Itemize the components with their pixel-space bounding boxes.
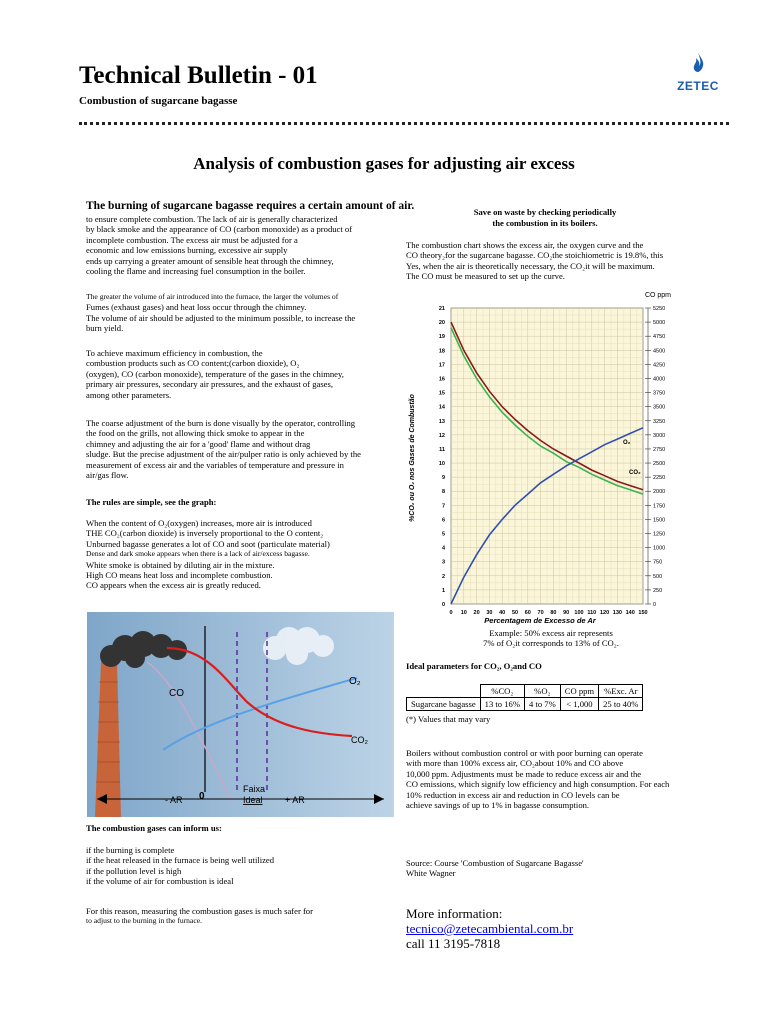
- text-line: primary air pressures, secondary air pressures, and the exhaust of gases,: [86, 379, 333, 390]
- y2-tick-label: 750: [653, 559, 663, 566]
- y2-tick-label: 1000: [653, 545, 666, 552]
- save-note: [430, 207, 660, 229]
- paragraph-efficiency: [86, 348, 386, 400]
- y-tick-label: 16: [438, 376, 445, 383]
- table-note: (*) Values that may vary: [406, 714, 491, 724]
- table-header: %Exc. Ar: [599, 685, 643, 698]
- list-item: THE CO₂(carbon dioxide) is inversely proportional to the O content₂: [86, 528, 324, 539]
- text-line: CO emissions, which signify low efficiency and high consumption. For each: [406, 779, 670, 790]
- main-heading: Analysis of combustion gases for adjusting air excess: [193, 154, 575, 173]
- o2-label: O₂: [349, 676, 361, 687]
- y-tick-label: 14: [438, 404, 445, 411]
- y2-tick-label: 3250: [653, 418, 666, 425]
- page-subtitle: Combustion of sugarcane bagasse: [79, 95, 238, 107]
- x-tick-label: 140: [625, 610, 635, 616]
- paragraph-adjustment: [86, 418, 416, 480]
- y2-tick-label: 4500: [653, 348, 666, 355]
- y2-tick-label: 3500: [653, 404, 666, 411]
- y-tick-label: 0: [441, 602, 445, 608]
- logo-text: ZETEC: [677, 79, 719, 93]
- x-tick-label: 30: [486, 610, 493, 616]
- x-tick-label: 60: [524, 610, 531, 616]
- email-link[interactable]: tecnico@zetecambiental.com.br: [406, 921, 574, 936]
- text-line: 10,000 ppm. Adjustments must be made to reduce excess air and the: [406, 768, 642, 779]
- combustion-chart: [405, 290, 675, 650]
- x-tick-label: 130: [612, 610, 622, 616]
- text-line: The volume of air should be adjusted to the minimum possible, to increase the: [86, 312, 356, 323]
- text-line: (oxygen), CO (carbon monoxide), temperature of the gases in the chimney,: [86, 368, 344, 379]
- y2-tick-label: 0: [653, 602, 657, 608]
- text-line: to ensure complete combustion. The lack of air is generally characterized: [86, 214, 338, 224]
- y-tick-label: 2: [441, 573, 445, 580]
- gases-list: [86, 845, 386, 887]
- table-cell: 4 to 7%: [525, 698, 561, 711]
- y2-tick-label: 1750: [653, 503, 666, 510]
- x-tick-label: 40: [499, 610, 506, 616]
- text-line: Save on waste by checking periodically: [473, 207, 617, 217]
- x-tick-label: 100: [574, 610, 584, 616]
- y2-tick-label: 4000: [653, 376, 666, 383]
- table-cell: 25 to 40%: [599, 698, 643, 711]
- text-line: Source: Course 'Combustion of Sugarcane Bagasse': [406, 858, 584, 868]
- x-tick-label: 10: [460, 610, 467, 616]
- y-tick-label: 18: [438, 348, 445, 355]
- y2-tick-label: 2250: [653, 475, 666, 482]
- chart-description: [406, 240, 726, 282]
- y-tick-label: 9: [441, 475, 445, 482]
- lead-paragraph: [86, 214, 386, 276]
- flame-icon: [688, 52, 708, 74]
- y2-tick-label: 3750: [653, 390, 666, 397]
- y2-tick-label: 5250: [653, 306, 666, 312]
- x-axis-title: Percentagem de Excesso de Ar: [484, 616, 596, 625]
- text-line: 7% of O₂it corresponds to 13% of CO₂.: [483, 638, 619, 649]
- x-tick-label: 120: [600, 610, 610, 616]
- table-header: %O₂: [525, 685, 561, 698]
- y-tick-label: 15: [438, 390, 445, 397]
- y2-tick-label: 1250: [653, 531, 666, 538]
- y-tick-label: 3: [441, 559, 445, 566]
- text-line: among other parameters.: [86, 389, 172, 400]
- list-item: High CO means heat loss and incomplete combustion.: [86, 570, 273, 581]
- list-item: When the content of O₂(oxygen) increases, more air is introduced: [86, 518, 312, 528]
- text-line: economic and low emissions burning, excessive air supply: [86, 245, 288, 256]
- text-line: Yes, when the air is theoretically necessary, the CO₂it will be maximum.: [406, 260, 655, 271]
- y2-tick-label: 4250: [653, 362, 666, 369]
- y-tick-label: 20: [438, 320, 445, 327]
- text-line: chimney and adjusting the air for a 'good' flame and without drag: [86, 438, 311, 449]
- y-tick-label: 4: [441, 545, 445, 552]
- table-corner: [407, 685, 481, 698]
- rules-heading: The rules are simple, see the graph:: [86, 497, 217, 507]
- text-line: The combustion chart shows the excess air, the oxygen curve and the: [406, 240, 644, 250]
- closing-paragraph: [86, 906, 386, 927]
- list-item: if the pollution level is high: [86, 865, 182, 876]
- co2-label: CO₂: [351, 735, 368, 745]
- list-item: White smoke is obtained by diluting air in the mixture.: [86, 559, 275, 570]
- list-item: if the heat released in the furnace is being well utilized: [86, 855, 275, 866]
- table-cell: < 1,000: [560, 698, 598, 711]
- y2-tick-label: 5000: [653, 320, 666, 327]
- y-tick-label: 13: [438, 418, 445, 425]
- header-divider: [79, 122, 729, 125]
- text-line: Boilers without combustion control or with poor burning can operate: [406, 748, 643, 758]
- combustion-diagram: [87, 612, 394, 817]
- text-line: ends up carrying a greater amount of sensible heat through the chimney,: [86, 255, 334, 266]
- text-line: To achieve maximum efficiency in combustion, the: [86, 348, 263, 358]
- y2-axis-title: CO ppm: [644, 292, 671, 299]
- y-axis-title: %CO₂ ou O₂ nos Gases de Combustão: [409, 394, 416, 522]
- text-line: the combustion in its boilers.: [492, 218, 598, 228]
- y2-tick-label: 500: [653, 573, 663, 580]
- ideal-label: Ideal: [243, 795, 263, 805]
- text-line: achieve savings of up to 1% in bagasse consumption.: [406, 800, 590, 811]
- co2-series-label: CO₂: [629, 470, 641, 476]
- x-tick-label: 0: [449, 610, 453, 616]
- text-line: The greater the volume of air introduced into the furnace, the larger the volumes of: [86, 292, 339, 301]
- y-tick-label: 17: [438, 362, 445, 369]
- y2-tick-label: 1500: [653, 517, 666, 524]
- list-item: if the volume of air for combustion is ideal: [86, 876, 234, 887]
- ideal-parameters-heading: Ideal parameters for CO₂, O₂and CO: [406, 661, 542, 671]
- text-line: White Wagner: [406, 868, 456, 879]
- text-line: For this reason, measuring the combustion gases is much safer for: [86, 906, 313, 916]
- y-tick-label: 10: [438, 461, 445, 468]
- x-tick-label: 70: [537, 610, 544, 616]
- table-row-label: Sugarcane bagasse: [407, 698, 481, 711]
- table-header-row: [407, 685, 643, 698]
- y-tick-label: 21: [438, 306, 445, 312]
- plus-air-label: + AR: [285, 795, 305, 805]
- text-line: Fumes (exhaust gases) and heat loss occur through the chimney.: [86, 302, 307, 313]
- text-line: to adjust to the burning in the furnace.: [86, 916, 202, 926]
- more-info-label: More information:: [406, 906, 503, 921]
- table-cell: 13 to 16%: [480, 698, 524, 711]
- x-tick-label: 80: [550, 610, 557, 616]
- text-line: Example: 50% excess air represents: [489, 628, 613, 638]
- text-line: sludge. But the precise adjustment of the air/pulper ratio is only achieved by the: [86, 449, 361, 460]
- y2-tick-label: 2500: [653, 461, 666, 468]
- co-label: CO: [169, 688, 184, 699]
- y2-tick-label: 3000: [653, 432, 666, 439]
- text-line: cooling the flame and increasing fuel consumption in the boiler.: [86, 266, 306, 277]
- y-tick-label: 12: [438, 432, 445, 439]
- text-line: incomplete combustion. The excess air must be adjusted for a: [86, 234, 298, 245]
- x-tick-label: 150: [638, 610, 648, 616]
- o2-series-label: O₂: [623, 440, 631, 446]
- text-line: air/gas flow.: [86, 470, 129, 481]
- y-tick-label: 11: [439, 446, 445, 453]
- phone-number: call 11 3195-7818: [406, 936, 501, 951]
- text-line: measurement of excess air and the variables of temperature and pressure in: [86, 459, 344, 470]
- x-tick-label: 20: [473, 610, 480, 616]
- text-line: combustion products such as CO content;(carbon dioxide), O₂: [86, 358, 300, 369]
- text-line: The coarse adjustment of the burn is done visually by the operator, controlling: [86, 418, 356, 428]
- x-tick-label: 50: [511, 610, 519, 616]
- y2-tick-label: 250: [653, 587, 663, 594]
- zero-label: 0: [199, 791, 205, 802]
- y2-tick-label: 4750: [653, 334, 666, 341]
- y-tick-label: 6: [441, 517, 445, 524]
- list-item: if the burning is complete: [86, 845, 175, 855]
- table-header: CO ppm: [560, 685, 598, 698]
- company-logo: [668, 52, 728, 94]
- text-line: the food on the grills, not allowing thick smoke to appear in the: [86, 428, 305, 439]
- y-tick-label: 8: [441, 489, 445, 496]
- rules-list: [86, 518, 406, 591]
- y-tick-label: 1: [441, 587, 445, 594]
- y-tick-label: 19: [438, 334, 445, 341]
- text-line: CO theory₂for the sugarcane bagasse. CO₂the stoichiometric is 19.8%, this: [406, 250, 664, 261]
- chart-example: [406, 628, 696, 649]
- gases-heading: The combustion gases can inform us:: [86, 823, 222, 833]
- y2-tick-label: 2750: [653, 446, 666, 453]
- y-tick-label: 5: [441, 531, 445, 538]
- y2-tick-label: 2000: [653, 489, 666, 496]
- text-line: with more than 100% excess air, CO₂about 10% and CO above: [406, 758, 624, 769]
- list-item: CO appears when the excess air is greatly reduced.: [86, 580, 261, 591]
- list-item: Dense and dark smoke appears when there is a lack of air/excess bagasse.: [86, 549, 310, 559]
- y-tick-label: 7: [441, 503, 445, 510]
- page-title: Technical Bulletin - 01: [79, 62, 318, 89]
- text-line: burn yield.: [86, 323, 124, 334]
- minus-air-label: - AR: [165, 795, 183, 805]
- lead-heading: The burning of sugarcane bagasse requires a certain amount of air.: [86, 200, 415, 212]
- x-tick-label: 110: [587, 610, 597, 616]
- source-citation: [406, 858, 706, 879]
- faixa-label: Faixa: [243, 784, 266, 794]
- text-line: The CO must be measured to set up the curve.: [406, 271, 565, 282]
- text-line: by black smoke and the appearance of CO (carbon monoxide) as a product of: [86, 224, 353, 235]
- boilers-paragraph: [406, 748, 716, 810]
- table-row: [407, 698, 643, 711]
- list-item: Unburned bagasse generates a lot of CO and soot (particulate material): [86, 538, 330, 549]
- x-tick-label: 90: [563, 610, 570, 616]
- ideal-parameters-table: [406, 684, 643, 711]
- table-header: %CO₂: [480, 685, 524, 698]
- text-line: 10% reduction in excess air and reduction in CO levels can be: [406, 789, 620, 800]
- paragraph-air-volume: [86, 292, 386, 334]
